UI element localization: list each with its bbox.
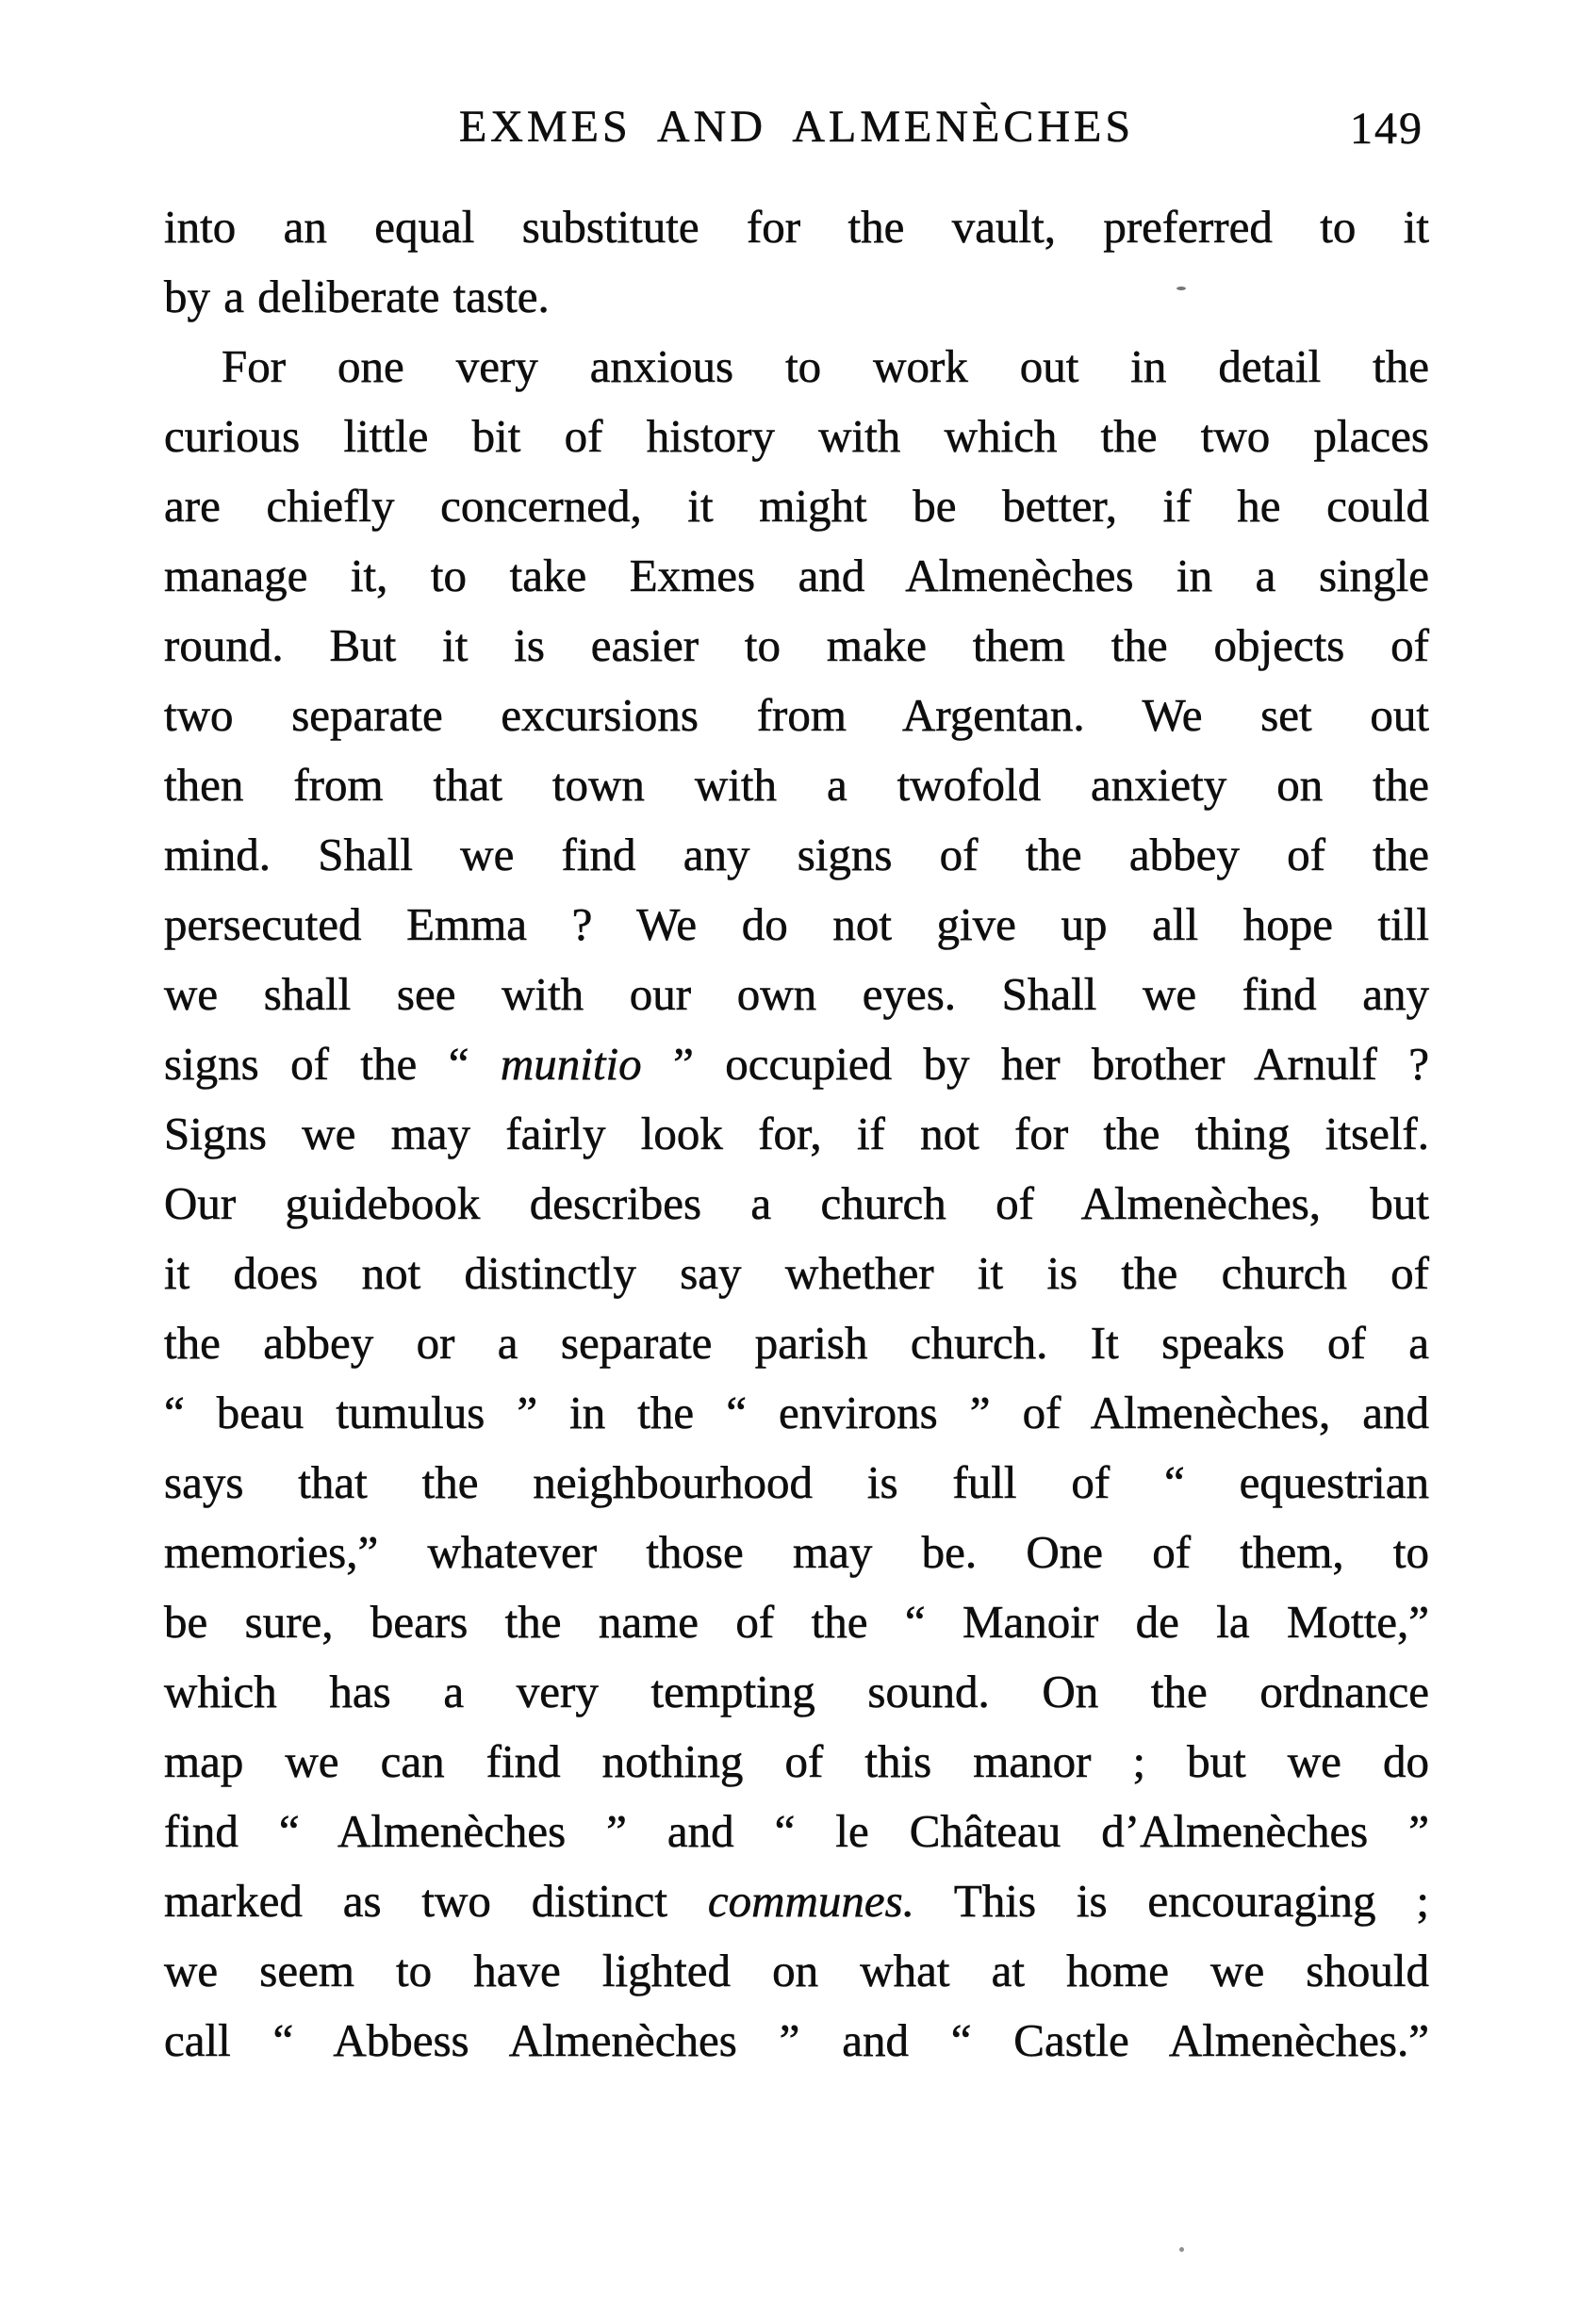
text-line [164,890,1429,960]
text-segment: persecuted Emma ? We do not give up all hope till [164,898,1429,950]
text-line [164,541,1429,611]
text-segment: manage it, to take Exmes and Almenèches in a single [164,550,1429,601]
italic-term: communes. [707,1875,914,1927]
text-line [164,1169,1429,1239]
page-header [164,103,1429,154]
text-line [164,960,1429,1029]
text-segment: call “ Abbess Almenèches ” and “ Castle Almenèches.” [164,2014,1429,2066]
text-line [164,1378,1429,1448]
italic-term: munitio [500,1038,642,1090]
text-segment: “ beau tumulus ” in the “ environs ” of Almenèches, and [164,1387,1429,1438]
text-segment: mind. Shall we find any signs of the abbey of the [164,829,1429,880]
text-line [164,1029,1429,1099]
paragraph [164,332,1429,2076]
text-segment: says that the neighbourhood is full of “ equestrian [164,1456,1429,1508]
text-segment: are chiefly concerned, it might be better, if he could [164,480,1429,532]
text-line [164,262,1429,332]
text-segment: find “ Almenèches ” and “ le Château d’Almenèches ” [164,1805,1429,1857]
text-segment: This is encouraging ; [913,1875,1429,1927]
text-line [164,611,1429,681]
text-line [164,1797,1429,1866]
text-segment: signs of the “ [164,1038,501,1090]
text-segment: For one very anxious to work out in detail the [222,340,1429,392]
text-segment: then from that town with a twofold anxiety on the [164,759,1429,811]
text-segment: ” occupied by her brother Arnulf ? [641,1038,1429,1090]
text-segment: into an equal substitute for the vault, preferred to it [164,201,1429,253]
text-line [164,1448,1429,1518]
text-line [164,332,1429,402]
scan-speck [1179,2247,1184,2252]
text-line [164,2006,1429,2076]
text-line [164,681,1429,750]
text-line [164,1308,1429,1378]
text-line [164,1099,1429,1169]
text-line [164,1239,1429,1308]
text-segment: Signs we may fairly look for, if not for the thing itself. [164,1108,1429,1159]
text-line [164,1727,1429,1797]
text-line [164,1518,1429,1587]
text-segment: memories,” whatever those may be. One of them, to [164,1526,1429,1578]
text-segment: by a deliberate taste. [164,271,550,322]
text-segment: which has a very tempting sound. On the ordnance [164,1666,1429,1717]
text-segment: be sure, bears the name of the “ Manoir de la Motte,” [164,1596,1429,1648]
text-line [164,750,1429,820]
text-segment: marked as two distinct [164,1875,708,1927]
text-segment: curious little bit of history with which the two places [164,410,1429,462]
text-segment: it does not distinctly say whether it is the church of [164,1247,1429,1299]
text-line [164,192,1429,262]
text-segment: the abbey or a separate parish church. It speaks of a [164,1317,1429,1369]
text-line [164,1866,1429,1936]
text-segment: we seem to have lighted on what at home we should [164,1945,1429,1996]
paragraph [164,192,1429,332]
text-segment: round. But it is easier to make them the objects of [164,619,1429,671]
scan-speck [1176,287,1186,290]
text-segment: two separate excursions from Argentan. We set out [164,689,1429,741]
text-segment: map we can find nothing of this manor ; but we do [164,1735,1429,1787]
page-body [164,192,1429,2076]
text-segment: we shall see with our own eyes. Shall we find any [164,968,1429,1020]
text-line [164,1587,1429,1657]
page-number: 149 [1350,104,1423,154]
text-line [164,471,1429,541]
text-segment: Our guidebook describes a church of Almenèches, but [164,1177,1429,1229]
text-line [164,1936,1429,2006]
text-line [164,820,1429,890]
text-line [164,1657,1429,1727]
running-title: EXMES AND ALMENÈCHES [458,102,1135,152]
text-line [164,402,1429,471]
